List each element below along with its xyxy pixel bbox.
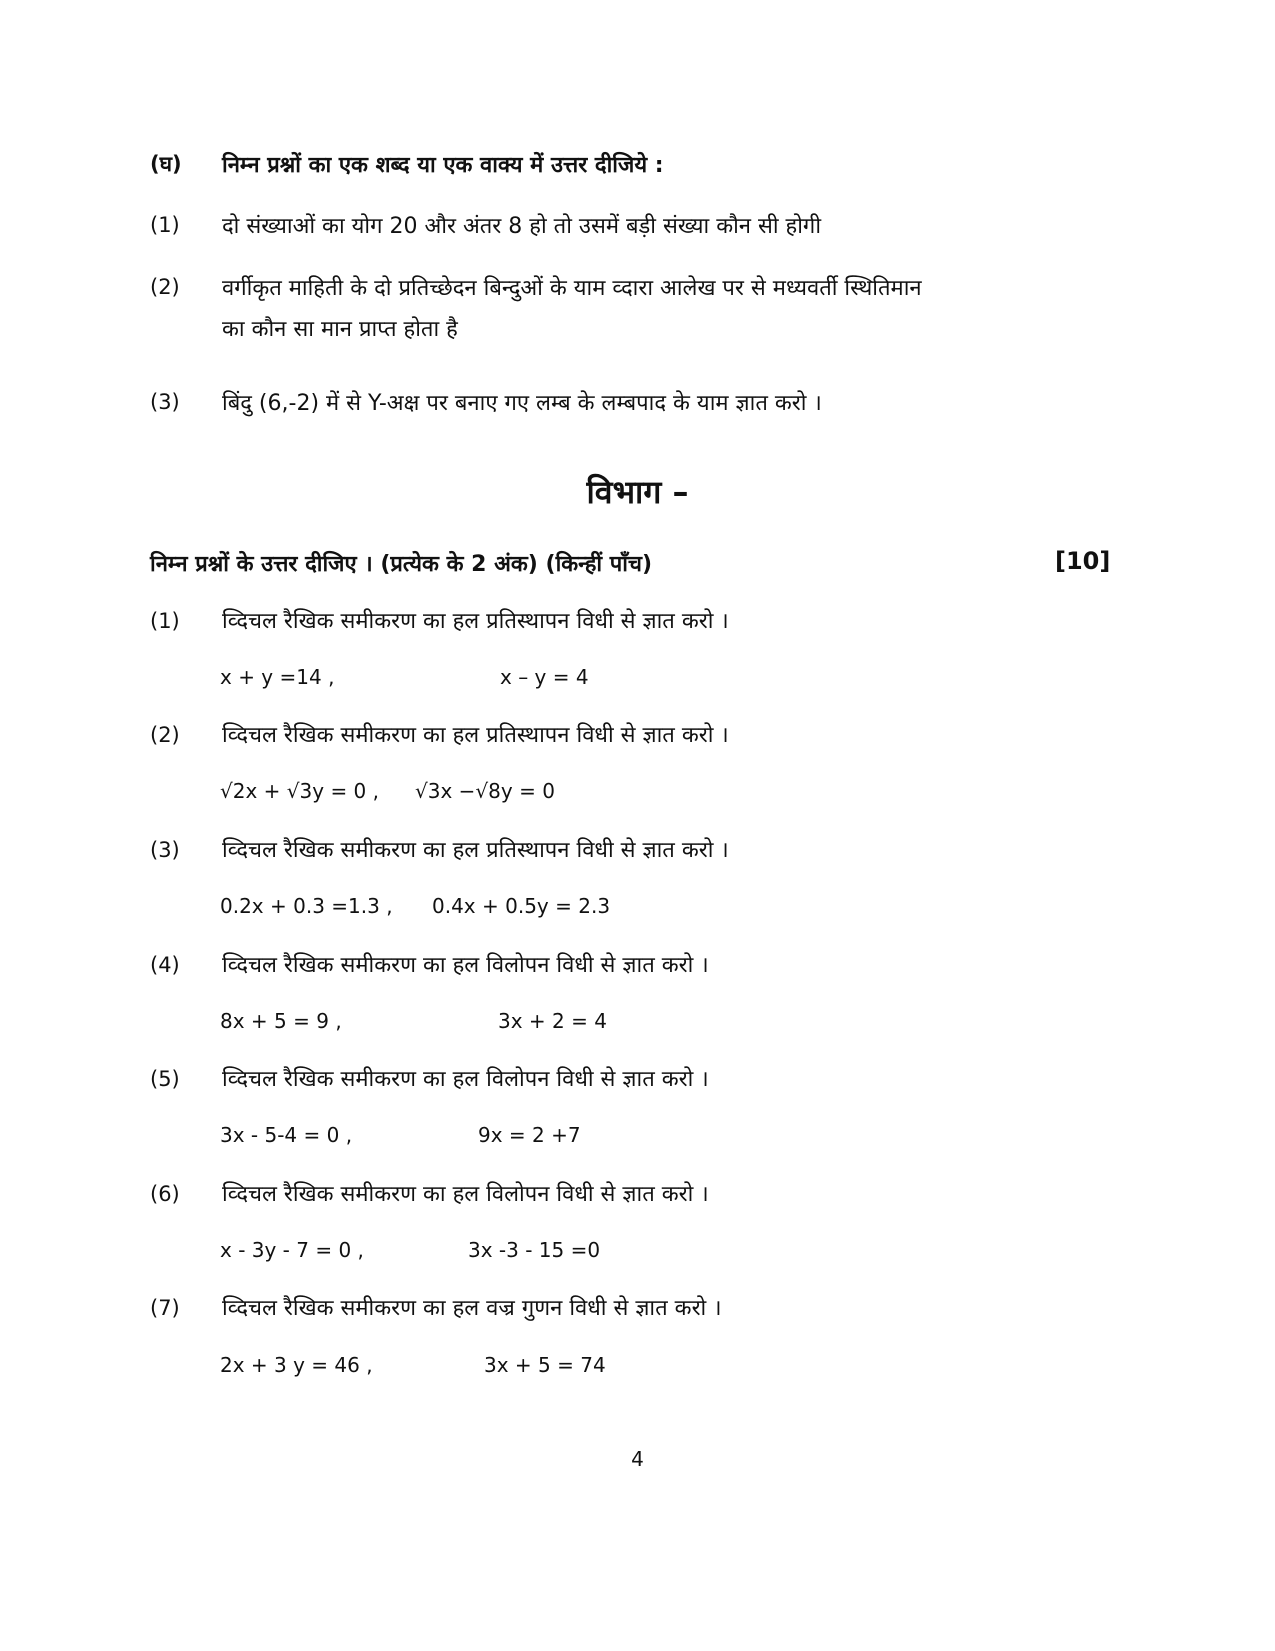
q4-text: व्दिचल रैखिक समीकरण का हल विलोपन विधी से ज्ञात करो ।	[222, 953, 709, 978]
q1-text: व्दिचल रैखिक समीकरण का हल प्रतिस्थापन विधी से ज्ञात करो ।	[222, 609, 729, 634]
q5-equation-1: 3x - 5-4 = 0 ,	[220, 1123, 353, 1147]
q7-equation-2: 3x + 5 = 74	[484, 1353, 606, 1377]
q5-number: (5)	[150, 1067, 180, 1091]
q6-equation-2: 3x -3 - 15 =0	[468, 1238, 601, 1262]
q3-number: (3)	[150, 838, 180, 862]
q6-number: (6)	[150, 1182, 180, 1206]
part-instruction: निम्न प्रश्नों के उत्तर दीजिए । (प्रत्येक के 2 अंक) (किन्हीं पाँच)	[150, 552, 653, 577]
section-d-label: (घ)	[150, 152, 182, 176]
q1-equation-2: x – y = 4	[500, 665, 589, 689]
q4-equation-1: 8x + 5 = 9 ,	[220, 1009, 342, 1033]
section-d-q3-number: (3)	[150, 390, 180, 414]
section-d-q2-text-line2: का कौन सा मान प्राप्त होता है	[222, 317, 458, 342]
q6-equation-1: x - 3y - 7 = 0 ,	[220, 1238, 364, 1262]
section-d-q1-text: दो संख्याओं का योग 20 और अंतर 8 हो तो उसमें बड़ी संख्या कौन सी होगी	[222, 214, 822, 239]
q4-equation-2: 3x + 2 = 4	[498, 1009, 607, 1033]
section-d-q1-number: (1)	[150, 213, 180, 237]
q1-number: (1)	[150, 609, 180, 633]
section-d-q2-number: (2)	[150, 275, 180, 299]
section-d-q3-text: बिंदु (6,-2) में से Y-अक्ष पर बनाए गए लम्ब के लम्बपाद के याम ज्ञात करो ।	[222, 391, 822, 416]
section-d-q2-text-line1: वर्गीकृत माहिती के दो प्रतिच्छेदन बिन्दुओं के याम व्दारा आलेख पर से मध्यवर्ती स्थितिमान	[222, 276, 922, 301]
section-d-instruction: निम्न प्रश्नों का एक शब्द या एक वाक्य में उत्तर दीजिये :	[222, 153, 664, 178]
page-number: 4	[631, 1447, 644, 1471]
q7-text: व्दिचल रैखिक समीकरण का हल वज्र गुणन विधी से ज्ञात करो ।	[222, 1296, 722, 1321]
q2-equation-1: √2x + √3y = 0 ,	[220, 779, 379, 803]
section-heading: विभाग –	[586, 473, 689, 511]
q6-text: व्दिचल रैखिक समीकरण का हल विलोपन विधी से ज्ञात करो ।	[222, 1182, 709, 1207]
q4-number: (4)	[150, 953, 180, 977]
q7-equation-1: 2x + 3 y = 46 ,	[220, 1353, 373, 1377]
q5-text: व्दिचल रैखिक समीकरण का हल विलोपन विधी से ज्ञात करो ।	[222, 1067, 709, 1092]
part-marks: [10]	[1055, 547, 1111, 575]
q2-equation-2: √3x −√8y = 0	[415, 779, 555, 803]
q7-number: (7)	[150, 1296, 180, 1320]
q5-equation-2: 9x = 2 +7	[478, 1123, 581, 1147]
q1-equation-1: x + y =14 ,	[220, 665, 335, 689]
q3-text: व्दिचल रैखिक समीकरण का हल प्रतिस्थापन विधी से ज्ञात करो ।	[222, 838, 729, 863]
q2-number: (2)	[150, 723, 180, 747]
q2-text: व्दिचल रैखिक समीकरण का हल प्रतिस्थापन विधी से ज्ञात करो ।	[222, 723, 729, 748]
q3-equation-2: 0.4x + 0.5y = 2.3	[432, 894, 611, 918]
q3-equation-1: 0.2x + 0.3 =1.3 ,	[220, 894, 393, 918]
